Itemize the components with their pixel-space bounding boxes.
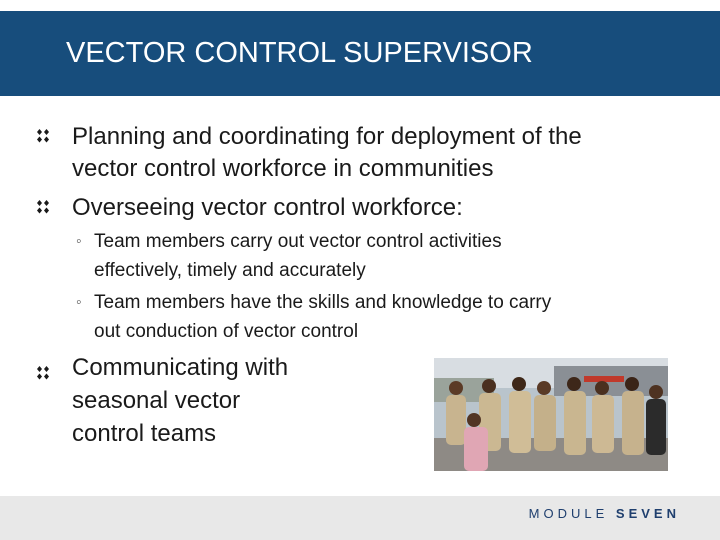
module-word: MODULE bbox=[528, 506, 609, 521]
module-label bbox=[529, 506, 680, 521]
bullet-3-line-3: control teams bbox=[72, 420, 217, 447]
sub-bullet-2-line-1: Team members have the skills and knowledge to carry bbox=[94, 292, 552, 313]
bullet-2-line-1: Overseeing vector control workforce: bbox=[72, 194, 463, 221]
bullet-3-line-1: Communicating with bbox=[72, 354, 289, 381]
sub-bullet-1-line-1: Team members carry out vector control activities bbox=[94, 231, 502, 252]
four-diamond-bullet-icon bbox=[36, 129, 50, 143]
sub-bullet-marker: ◦ bbox=[76, 233, 82, 250]
bullet-3-line-2: seasonal vector bbox=[72, 387, 241, 414]
module-number: SEVEN bbox=[615, 506, 680, 521]
sub-bullet-1-line-2: effectively, timely and accurately bbox=[94, 260, 366, 281]
sub-bullet-marker: ◦ bbox=[76, 294, 82, 311]
bullet-1-line-1: Planning and coordinating for deployment of the bbox=[72, 123, 582, 150]
sub-bullet-2-line-2: out conduction of vector control bbox=[94, 321, 359, 342]
slide-title: VECTOR CONTROL SUPERVISOR bbox=[66, 37, 533, 69]
bullet-1-line-2: vector control workforce in communities bbox=[72, 155, 494, 182]
four-diamond-bullet-icon bbox=[36, 200, 50, 214]
four-diamond-bullet-icon bbox=[36, 366, 50, 380]
team-photo bbox=[434, 358, 668, 471]
